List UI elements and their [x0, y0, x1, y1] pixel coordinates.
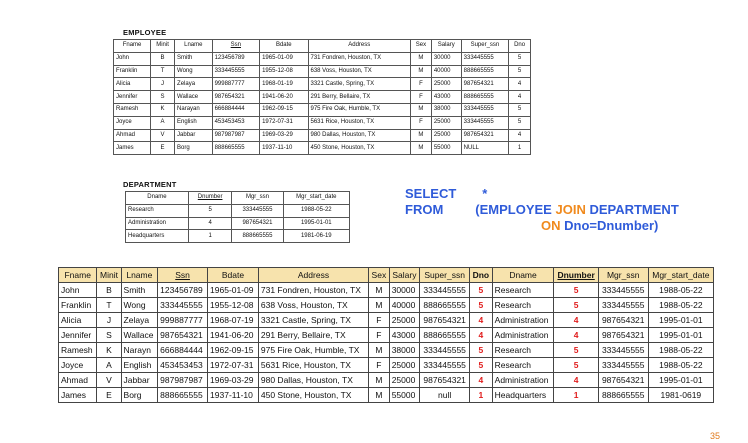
- table-cell: 333445555: [461, 116, 509, 129]
- table-cell: Research: [492, 358, 554, 373]
- table-cell: Headquarters: [126, 230, 189, 243]
- table-cell: 25000: [389, 358, 420, 373]
- table-cell: Wong: [175, 65, 213, 78]
- table-cell: 5: [509, 65, 531, 78]
- table-cell: Joyce: [59, 358, 97, 373]
- table-cell: M: [369, 388, 390, 403]
- table-cell: 987654321: [232, 217, 283, 230]
- table-cell: 5: [554, 283, 598, 298]
- sql-join-keyword: JOIN: [555, 202, 586, 217]
- department-body: [126, 204, 350, 242]
- table-cell: 5: [509, 103, 531, 116]
- table-cell: 4: [554, 328, 598, 343]
- table-cell: 291 Berry, Bellaire, TX: [308, 91, 411, 104]
- table-cell: 731 Fondren, Houston, TX: [308, 52, 411, 65]
- table-cell: Administration: [492, 328, 554, 343]
- table-cell: Jabbar: [175, 129, 213, 142]
- result-col-salary: Salary: [389, 268, 420, 283]
- table-cell: 5631 Rice, Houston, TX: [258, 358, 368, 373]
- table-cell: Ahmad: [59, 373, 97, 388]
- table-row: [59, 343, 714, 358]
- employee-header-row: [114, 40, 531, 53]
- table-cell: M: [369, 298, 390, 313]
- table-cell: 1995-01-01: [283, 217, 349, 230]
- table-cell: 1988-05-22: [648, 343, 713, 358]
- table-cell: 40000: [431, 65, 461, 78]
- table-cell: 999887777: [212, 78, 260, 91]
- table-cell: Jennifer: [114, 91, 151, 104]
- table-cell: 638 Voss, Houston, TX: [258, 298, 368, 313]
- table-cell: 987654321: [598, 328, 648, 343]
- table-cell: 888665555: [461, 65, 509, 78]
- table-cell: 450 Stone, Houston, TX: [308, 142, 411, 155]
- result-col-dnumber: Dnumber: [554, 268, 598, 283]
- table-cell: Jennifer: [59, 328, 97, 343]
- table-cell: 888665555: [232, 230, 283, 243]
- result-header-row: [59, 268, 714, 283]
- table-cell: 987987987: [212, 129, 260, 142]
- result-col-ssn: Ssn: [158, 268, 208, 283]
- table-cell: 4: [554, 373, 598, 388]
- table-cell: 5: [470, 298, 493, 313]
- employee-caption: EMPLOYEE: [123, 28, 167, 37]
- employee-col-fname: Fname: [114, 40, 151, 53]
- table-cell: 5: [470, 283, 493, 298]
- table-cell: 333445555: [420, 358, 470, 373]
- table-cell: Wallace: [175, 91, 213, 104]
- employee-table: [113, 39, 531, 155]
- table-cell: M: [411, 129, 432, 142]
- table-cell: 1969-03-29: [208, 373, 259, 388]
- table-cell: 333445555: [598, 358, 648, 373]
- employee-col-address: Address: [308, 40, 411, 53]
- sql-on-line: [541, 218, 658, 233]
- sql-on-keyword: ON: [541, 218, 561, 233]
- table-cell: Research: [126, 204, 189, 217]
- table-cell: Jabbar: [121, 373, 158, 388]
- table-cell: Ramesh: [59, 343, 97, 358]
- table-cell: 987987987: [158, 373, 208, 388]
- table-cell: F: [411, 116, 432, 129]
- table-row: [59, 283, 714, 298]
- table-cell: 5: [470, 358, 493, 373]
- table-cell: M: [369, 373, 390, 388]
- table-cell: F: [369, 358, 390, 373]
- department-col-mgr-ssn: Mgr_ssn: [232, 192, 283, 205]
- table-cell: 980 Dallas, Houston, TX: [258, 373, 368, 388]
- table-cell: 1937-11-10: [260, 142, 308, 155]
- table-cell: English: [175, 116, 213, 129]
- table-cell: E: [97, 388, 121, 403]
- sql-condition: Dno=Dnumber): [564, 218, 659, 233]
- table-cell: 1972-07-31: [208, 358, 259, 373]
- table-row: [114, 142, 531, 155]
- table-cell: 888665555: [420, 298, 470, 313]
- table-cell: 25000: [431, 116, 461, 129]
- table-cell: J: [151, 78, 175, 91]
- table-row: [126, 204, 350, 217]
- table-cell: Franklin: [114, 65, 151, 78]
- table-row: [114, 52, 531, 65]
- table-cell: Zelaya: [175, 78, 213, 91]
- result-col-super-ssn: Super_ssn: [420, 268, 470, 283]
- table-cell: 30000: [431, 52, 461, 65]
- table-cell: 333445555: [232, 204, 283, 217]
- table-cell: B: [97, 283, 121, 298]
- table-row: [59, 313, 714, 328]
- table-row: [126, 230, 350, 243]
- table-cell: Joyce: [114, 116, 151, 129]
- table-cell: M: [411, 103, 432, 116]
- table-cell: M: [411, 142, 432, 155]
- table-cell: M: [369, 343, 390, 358]
- table-cell: 43000: [389, 328, 420, 343]
- table-cell: 666884444: [212, 103, 260, 116]
- table-cell: 666884444: [158, 343, 208, 358]
- table-cell: 5: [509, 52, 531, 65]
- table-row: [114, 65, 531, 78]
- result-col-dno: Dno: [470, 268, 493, 283]
- table-cell: M: [369, 283, 390, 298]
- table-cell: 1995-01-01: [648, 313, 713, 328]
- table-cell: 4: [470, 313, 493, 328]
- table-cell: Borg: [175, 142, 213, 155]
- table-cell: 1995-01-01: [648, 373, 713, 388]
- table-cell: 1968-01-19: [260, 78, 308, 91]
- table-cell: 4: [554, 313, 598, 328]
- table-cell: 4: [188, 217, 231, 230]
- table-cell: 333445555: [420, 283, 470, 298]
- join-result-table: [58, 267, 714, 403]
- table-cell: 25000: [389, 313, 420, 328]
- table-cell: 1988-05-22: [648, 283, 713, 298]
- table-cell: 5631 Rice, Houston, TX: [308, 116, 411, 129]
- result-col-lname: Lname: [121, 268, 158, 283]
- table-cell: 1988-05-22: [648, 358, 713, 373]
- page-number: 35: [709, 431, 720, 441]
- table-cell: 1988-05-22: [648, 298, 713, 313]
- table-cell: F: [369, 313, 390, 328]
- table-cell: 333445555: [598, 298, 648, 313]
- sql-from-keyword: FROM: [405, 202, 444, 217]
- table-cell: 4: [509, 91, 531, 104]
- table-cell: V: [97, 373, 121, 388]
- table-cell: 333445555: [158, 298, 208, 313]
- table-cell: Alicia: [59, 313, 97, 328]
- table-cell: K: [97, 343, 121, 358]
- table-cell: 333445555: [420, 343, 470, 358]
- table-cell: 333445555: [598, 283, 648, 298]
- table-cell: 888665555: [461, 91, 509, 104]
- department-table: [125, 191, 350, 243]
- table-cell: 1968-07-19: [208, 313, 259, 328]
- table-cell: 38000: [431, 103, 461, 116]
- table-cell: B: [151, 52, 175, 65]
- table-cell: English: [121, 358, 158, 373]
- table-row: [114, 103, 531, 116]
- department-col-dnumber: Dnumber: [188, 192, 231, 205]
- result-body: [59, 283, 714, 403]
- table-cell: 987654321: [158, 328, 208, 343]
- table-cell: 731 Fondren, Houston, TX: [258, 283, 368, 298]
- table-cell: 3321 Castle, Spring, TX: [308, 78, 411, 91]
- table-cell: 291 Berry, Bellaire, TX: [258, 328, 368, 343]
- table-cell: Headquarters: [492, 388, 554, 403]
- table-cell: Franklin: [59, 298, 97, 313]
- sql-select-line: [405, 186, 487, 201]
- table-row: [114, 91, 531, 104]
- table-cell: M: [411, 65, 432, 78]
- table-cell: 888665555: [158, 388, 208, 403]
- table-cell: Narayan: [175, 103, 213, 116]
- department-header-row: [126, 192, 350, 205]
- table-cell: 1962-09-15: [208, 343, 259, 358]
- table-cell: 888665555: [420, 328, 470, 343]
- employee-body: [114, 52, 531, 154]
- table-cell: 5: [554, 343, 598, 358]
- table-row: [59, 358, 714, 373]
- table-cell: 4: [509, 129, 531, 142]
- result-col-mgr-start-date: Mgr_start_date: [648, 268, 713, 283]
- table-cell: 3321 Castle, Spring, TX: [258, 313, 368, 328]
- table-cell: 987654321: [212, 91, 260, 104]
- table-cell: 987654321: [461, 129, 509, 142]
- table-cell: F: [411, 91, 432, 104]
- department-caption: DEPARTMENT: [123, 180, 177, 189]
- table-cell: 40000: [389, 298, 420, 313]
- sql-from-open: (EMPLOYEE: [475, 202, 552, 217]
- table-cell: 5: [509, 116, 531, 129]
- table-cell: 333445555: [598, 343, 648, 358]
- table-cell: 333445555: [461, 52, 509, 65]
- result-col-address: Address: [258, 268, 368, 283]
- table-cell: 1962-09-15: [260, 103, 308, 116]
- table-cell: 975 Fire Oak, Humble, TX: [308, 103, 411, 116]
- table-cell: 638 Voss, Houston, TX: [308, 65, 411, 78]
- department-col-mgr-start-date: Mgr_start_date: [283, 192, 349, 205]
- table-cell: Smith: [121, 283, 158, 298]
- table-row: [59, 328, 714, 343]
- table-cell: James: [114, 142, 151, 155]
- table-cell: 1969-03-29: [260, 129, 308, 142]
- table-cell: 4: [509, 78, 531, 91]
- employee-col-dno: Dno: [509, 40, 531, 53]
- table-cell: A: [151, 116, 175, 129]
- table-cell: 1955-12-08: [260, 65, 308, 78]
- table-cell: 888665555: [598, 388, 648, 403]
- table-row: [59, 373, 714, 388]
- table-cell: 4: [470, 373, 493, 388]
- table-cell: 987654321: [420, 313, 470, 328]
- table-cell: 333445555: [461, 103, 509, 116]
- table-cell: M: [411, 52, 432, 65]
- table-cell: 453453453: [212, 116, 260, 129]
- table-cell: 999887777: [158, 313, 208, 328]
- table-cell: Narayn: [121, 343, 158, 358]
- table-cell: Administration: [492, 313, 554, 328]
- table-cell: V: [151, 129, 175, 142]
- table-cell: S: [97, 328, 121, 343]
- table-cell: F: [411, 78, 432, 91]
- table-cell: 987654321: [461, 78, 509, 91]
- table-row: [59, 388, 714, 403]
- table-cell: 888665555: [212, 142, 260, 155]
- table-cell: 5: [470, 343, 493, 358]
- table-row: [114, 116, 531, 129]
- table-cell: 25000: [431, 129, 461, 142]
- result-col-dname: Dname: [492, 268, 554, 283]
- table-row: [126, 217, 350, 230]
- table-cell: 55000: [389, 388, 420, 403]
- table-cell: Administration: [492, 373, 554, 388]
- table-cell: 1: [188, 230, 231, 243]
- table-cell: Wong: [121, 298, 158, 313]
- table-row: [114, 78, 531, 91]
- table-cell: T: [97, 298, 121, 313]
- table-cell: 5: [554, 298, 598, 313]
- table-cell: 30000: [389, 283, 420, 298]
- table-cell: 1965-01-09: [260, 52, 308, 65]
- table-cell: NULL: [461, 142, 509, 155]
- employee-col-ssn: Ssn: [212, 40, 260, 53]
- table-cell: 1: [470, 388, 493, 403]
- table-cell: null: [420, 388, 470, 403]
- table-cell: Administration: [126, 217, 189, 230]
- result-col-mgr-ssn: Mgr_ssn: [598, 268, 648, 283]
- table-cell: T: [151, 65, 175, 78]
- table-cell: 55000: [431, 142, 461, 155]
- table-cell: 123456789: [158, 283, 208, 298]
- table-row: [114, 129, 531, 142]
- table-cell: Ahmad: [114, 129, 151, 142]
- result-col-bdate: Bdate: [208, 268, 259, 283]
- result-col-minit: Minit: [97, 268, 121, 283]
- table-cell: John: [114, 52, 151, 65]
- table-cell: 4: [470, 328, 493, 343]
- table-cell: 980 Dallas, Houston, TX: [308, 129, 411, 142]
- table-cell: 987654321: [420, 373, 470, 388]
- employee-col-bdate: Bdate: [260, 40, 308, 53]
- table-cell: Research: [492, 343, 554, 358]
- sql-star: *: [482, 186, 488, 201]
- sql-from-close: DEPARTMENT: [589, 202, 679, 217]
- sql-select-keyword: SELECT: [405, 186, 457, 201]
- table-cell: 38000: [389, 343, 420, 358]
- table-cell: S: [151, 91, 175, 104]
- table-cell: 25000: [431, 78, 461, 91]
- table-cell: 1995-01-01: [648, 328, 713, 343]
- table-cell: 987654321: [598, 373, 648, 388]
- table-cell: 1941-06-20: [260, 91, 308, 104]
- table-cell: John: [59, 283, 97, 298]
- table-cell: 1: [554, 388, 598, 403]
- table-cell: 1941-06-20: [208, 328, 259, 343]
- table-cell: 5: [554, 358, 598, 373]
- table-cell: 1937-11-10: [208, 388, 259, 403]
- result-col-sex: Sex: [369, 268, 390, 283]
- table-cell: James: [59, 388, 97, 403]
- table-cell: 43000: [431, 91, 461, 104]
- table-cell: Research: [492, 283, 554, 298]
- employee-col-lname: Lname: [175, 40, 213, 53]
- table-cell: 1981-0619: [648, 388, 713, 403]
- table-cell: 1972-07-31: [260, 116, 308, 129]
- table-cell: 25000: [389, 373, 420, 388]
- table-cell: 5: [188, 204, 231, 217]
- department-col-dname: Dname: [126, 192, 189, 205]
- table-cell: F: [369, 328, 390, 343]
- table-cell: 450 Stone, Houston, TX: [258, 388, 368, 403]
- table-cell: Ramesh: [114, 103, 151, 116]
- table-cell: Smith: [175, 52, 213, 65]
- result-col-fname: Fname: [59, 268, 97, 283]
- table-cell: 1988-05-22: [283, 204, 349, 217]
- table-cell: 975 Fire Oak, Humble, TX: [258, 343, 368, 358]
- table-cell: 987654321: [598, 313, 648, 328]
- table-cell: 1955-12-08: [208, 298, 259, 313]
- employee-col-sex: Sex: [411, 40, 432, 53]
- table-cell: K: [151, 103, 175, 116]
- sql-from-line: [405, 202, 679, 217]
- table-cell: Alicia: [114, 78, 151, 91]
- table-row: [59, 298, 714, 313]
- table-cell: 333445555: [212, 65, 260, 78]
- table-cell: Research: [492, 298, 554, 313]
- employee-col-salary: Salary: [431, 40, 461, 53]
- table-cell: Wallace: [121, 328, 158, 343]
- table-cell: 1: [509, 142, 531, 155]
- table-cell: Borg: [121, 388, 158, 403]
- table-cell: 453453453: [158, 358, 208, 373]
- employee-col-minit: Minit: [151, 40, 175, 53]
- table-cell: 1981-06-19: [283, 230, 349, 243]
- employee-col-super-ssn: Super_ssn: [461, 40, 509, 53]
- table-cell: J: [97, 313, 121, 328]
- table-cell: 1965-01-09: [208, 283, 259, 298]
- table-cell: 123456789: [212, 52, 260, 65]
- table-cell: A: [97, 358, 121, 373]
- table-cell: E: [151, 142, 175, 155]
- table-cell: Zelaya: [121, 313, 158, 328]
